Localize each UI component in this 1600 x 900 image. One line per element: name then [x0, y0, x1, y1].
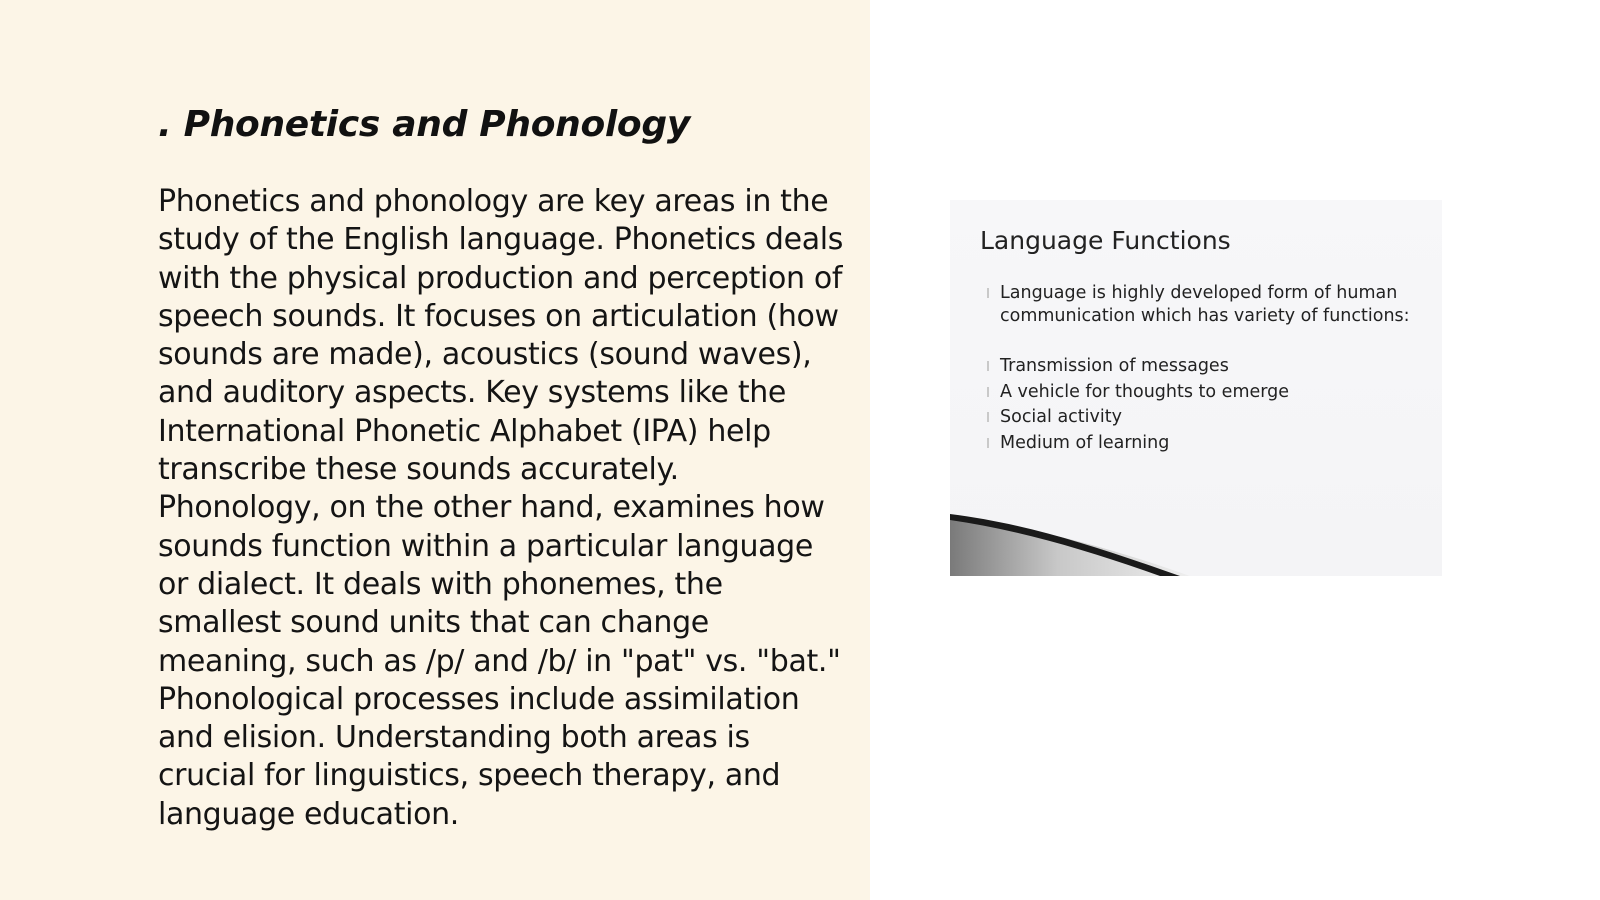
- list-item: [980, 381, 1420, 404]
- bullet-icon: [987, 387, 989, 397]
- list-item-text: A vehicle for thoughts to emerge: [1000, 381, 1290, 402]
- bullet-icon: [987, 412, 989, 422]
- list-item: [980, 282, 1420, 327]
- bullet-icon: [987, 288, 989, 298]
- list-item: [980, 432, 1420, 455]
- slide-title: . Phonetics and Phonology: [158, 104, 690, 145]
- list-item-text: Social activity: [1000, 407, 1122, 427]
- bullet-icon: [987, 361, 989, 371]
- bullet-icon: [987, 438, 989, 448]
- list-item-text: Language is highly developed form of human communication which has variety of functions:: [1000, 283, 1410, 326]
- list-item-text: Medium of learning: [1000, 432, 1170, 453]
- list-item-text: Transmission of messages: [1000, 356, 1229, 376]
- decorative-swoosh: [950, 506, 1442, 576]
- slide-body-text: Phonetics and phonology are key areas in the study of the English language. Phonetics deals with the physical production and perception of speech sounds. It focuses on articulation (how sounds are made), acoustics (sound waves), and auditory aspects. Key systems like the International Phonetic Alphabet (IPA) help transcribe these sounds accurately. Phonology, on the other hand, examines how sounds function within a particular language or dialect. It deals with phonemes, the smallest sound units that can change meaning, such as /p/ and /b/ in "pat" vs. "bat." Phonological processes include assimilation and elision. Understanding both areas is crucial for linguistics, speech therapy, and language education.: [158, 184, 844, 832]
- list-item: [980, 406, 1420, 429]
- embedded-slide-title: Language Functions: [980, 226, 1231, 255]
- list-item: [980, 355, 1420, 378]
- embedded-slide-list: [980, 282, 1420, 457]
- embedded-slide-image: [950, 200, 1442, 576]
